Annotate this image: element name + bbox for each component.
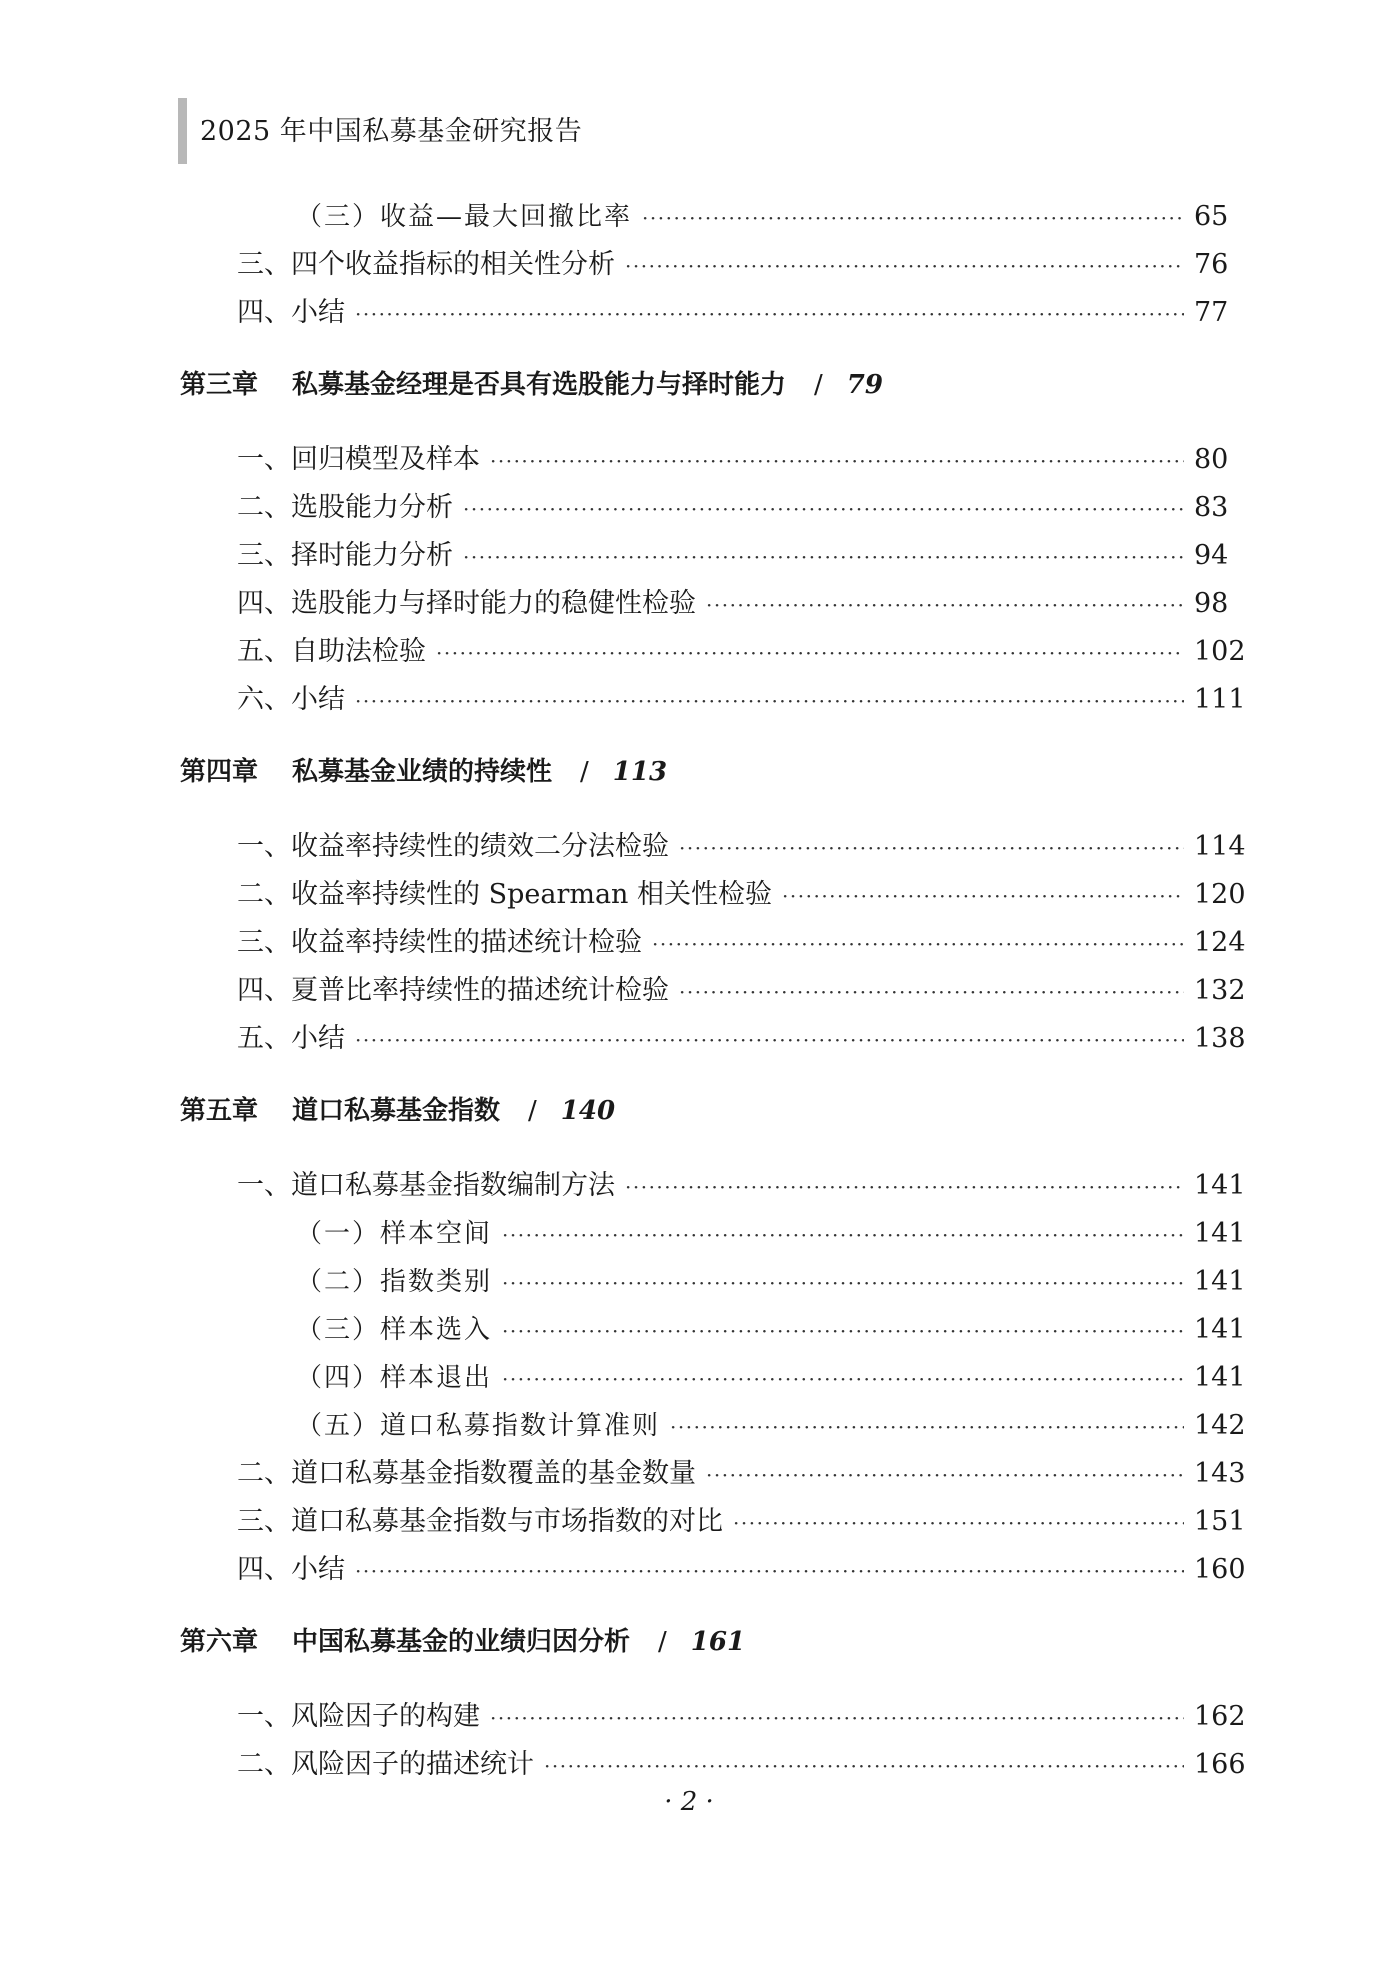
toc-entry-page: 151 [1194,1506,1246,1537]
toc-entry-page: 141 [1194,1170,1246,1201]
toc-entry-label: 一、风险因子的构建 [237,1701,480,1732]
toc-entry-page: 120 [1194,879,1246,910]
dot-leader [490,441,1184,481]
chapter-number: 第五章 [180,1096,259,1126]
chapter-separator: / [658,1627,667,1657]
toc-entry-label: 五、自助法检验 [237,636,426,667]
dot-leader [355,294,1184,334]
toc-subsection-entry[interactable] [296,1310,1246,1350]
toc-entry-page: 143 [1194,1458,1246,1489]
chapter-heading[interactable] [180,752,667,792]
dot-leader [642,198,1184,238]
toc-entry-label: （三）收益—最大回撤比率 [296,202,633,232]
header-accent-bar [178,98,187,164]
dot-leader [355,681,1184,721]
toc-subsection-entry[interactable] [296,1262,1246,1302]
toc-entry-label: 二、道口私募基金指数覆盖的基金数量 [237,1458,696,1489]
toc-entry-page: 142 [1194,1410,1246,1441]
toc-entry-page: 141 [1194,1266,1246,1297]
chapter-title: 中国私募基金的业绩归因分析 [292,1627,631,1657]
chapter-number: 第四章 [180,757,259,787]
toc-entry-label: 三、收益率持续性的描述统计检验 [237,927,642,958]
dot-leader [782,876,1184,916]
toc-entry-page: 77 [1194,297,1229,328]
chapter-page-number: 140 [560,1096,616,1126]
toc-entry-label: 二、收益率持续性的 Spearman 相关性检验 [237,879,773,910]
toc-entry-page: 124 [1194,927,1246,958]
toc-entry-label: 二、风险因子的描述统计 [237,1749,534,1780]
toc-entry-label: （四）样本退出 [296,1363,493,1393]
toc-section-entry[interactable] [237,1166,1246,1206]
toc-section-entry[interactable] [237,1502,1246,1542]
toc-entry-label: （一）样本空间 [296,1219,493,1249]
dot-leader [355,1551,1184,1591]
toc-entry-page: 162 [1194,1701,1246,1732]
toc-entry-page: 98 [1194,588,1229,619]
toc-entry-label: （五）道口私募指数计算准则 [296,1411,661,1441]
dot-leader [544,1746,1184,1786]
toc-entry-page: 141 [1194,1314,1246,1345]
toc-entry-label: 四、选股能力与择时能力的稳健性检验 [237,588,696,619]
chapter-title: 道口私募基金指数 [292,1096,501,1126]
dot-leader [679,828,1184,868]
toc-entry-page: 65 [1194,201,1229,232]
dot-leader [463,537,1184,577]
chapter-page-number: 79 [846,370,883,400]
dot-leader [502,1263,1184,1303]
toc-entry-label: 四、小结 [237,297,345,328]
toc-entry-page: 141 [1194,1362,1246,1393]
toc-subsection-entry[interactable] [296,1214,1246,1254]
toc-entry-page: 138 [1193,1023,1246,1054]
toc-entry-label: 二、选股能力分析 [237,492,453,523]
chapter-number: 第六章 [180,1627,259,1657]
dot-leader [502,1215,1184,1255]
page-number: · 2 · [664,1787,714,1817]
toc-entry-page: 160 [1193,1554,1246,1585]
chapter-page-number: 113 [612,757,668,787]
dot-leader [490,1698,1184,1738]
chapter-page-number: 161 [690,1627,746,1657]
dot-leader [502,1359,1184,1399]
dot-leader [733,1503,1184,1543]
toc-section-entry[interactable] [237,536,1229,576]
toc-entry-page: 80 [1194,444,1229,475]
dot-leader [652,924,1184,964]
toc-section-entry[interactable] [237,1550,1246,1590]
toc-entry-label: （二）指数类别 [296,1267,493,1297]
toc-section-entry[interactable] [237,1745,1246,1785]
dot-leader [670,1407,1184,1447]
toc-entry-page: 114 [1194,831,1246,862]
toc-entry-label: 四、夏普比率持续性的描述统计检验 [237,975,669,1006]
toc-entry-page: 102 [1194,636,1246,667]
toc-entry-page: 83 [1194,492,1229,523]
toc-section-entry[interactable] [237,971,1246,1011]
dot-leader [625,1167,1184,1207]
toc-section-entry[interactable] [237,875,1246,915]
toc-entry-label: 四、小结 [237,1554,345,1585]
chapter-separator: / [814,370,823,400]
toc-section-entry[interactable] [237,245,1229,285]
toc-section-entry[interactable] [237,632,1246,672]
toc-entry-label: 六、小结 [237,684,345,715]
chapter-separator: / [580,757,589,787]
toc-entry-label: 五、小结 [237,1023,345,1054]
toc-section-entry[interactable] [237,488,1229,528]
dot-leader [706,1455,1184,1495]
chapter-heading[interactable] [180,365,883,405]
toc-entry-label: 三、道口私募基金指数与市场指数的对比 [237,1506,723,1537]
toc-section-entry[interactable] [237,923,1246,963]
dot-leader [679,972,1184,1012]
chapter-number: 第三章 [180,370,259,400]
chapter-heading[interactable] [180,1091,615,1131]
toc-section-entry[interactable] [237,827,1246,867]
toc-section-entry[interactable] [237,293,1229,333]
chapter-separator: / [528,1096,537,1126]
dot-leader [625,246,1184,286]
toc-entry-label: 一、收益率持续性的绩效二分法检验 [237,831,669,862]
toc-entry-page: 166 [1194,1749,1246,1780]
toc-entry-label: （三）样本选入 [296,1315,493,1345]
toc-section-entry[interactable] [237,680,1246,720]
toc-entry-page: 141 [1194,1218,1246,1249]
toc-entry-label: 一、道口私募基金指数编制方法 [237,1170,615,1201]
toc-entry-page: 76 [1194,249,1229,280]
chapter-heading[interactable] [180,1622,745,1662]
chapter-title: 私募基金经理是否具有选股能力与择时能力 [292,370,787,400]
toc-subsection-entry[interactable] [296,197,1229,237]
dot-leader [463,489,1184,529]
chapter-title: 私募基金业绩的持续性 [292,757,553,787]
toc-section-entry[interactable] [237,1454,1246,1494]
toc-section-entry[interactable] [237,1019,1246,1059]
toc-subsection-entry[interactable] [296,1406,1246,1446]
toc-section-entry[interactable] [237,1697,1246,1737]
dot-leader [706,585,1184,625]
running-header-title: 2025 年中国私募基金研究报告 [200,116,583,147]
dot-leader [436,633,1184,673]
toc-entry-label: 三、择时能力分析 [237,540,453,571]
toc-entry-label: 一、回归模型及样本 [237,444,480,475]
toc-section-entry[interactable] [237,440,1229,480]
dot-leader [502,1311,1184,1351]
toc-entry-page: 111 [1193,684,1246,715]
toc-entry-page: 132 [1194,975,1246,1006]
toc-section-entry[interactable] [237,584,1229,624]
toc-entry-label: 三、四个收益指标的相关性分析 [237,249,615,280]
toc-entry-page: 94 [1194,540,1229,571]
dot-leader [355,1020,1184,1060]
toc-subsection-entry[interactable] [296,1358,1246,1398]
